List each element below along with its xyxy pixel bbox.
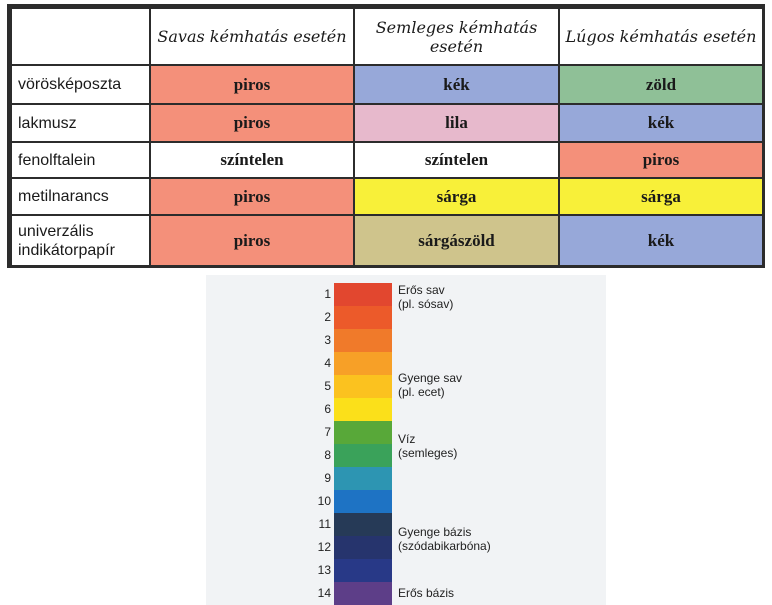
column-header-alkaline: Lúgos kémhatás esetén (559, 8, 763, 65)
ph-number-11: 11 (318, 517, 331, 531)
label-strong-acid-title: Erős sav (398, 283, 445, 297)
ph-number-3: 3 (324, 333, 331, 347)
table-row (11, 104, 763, 142)
cell-phenolphthalein-acidic: színtelen (150, 142, 354, 178)
header-row (11, 8, 763, 65)
row-label-red-cabbage: vörösképoszta (11, 65, 150, 104)
ph-number-1: 1 (324, 287, 331, 301)
row-label-methyl-orange: metilnarancs (11, 178, 150, 215)
ph-number-13: 13 (317, 563, 331, 577)
ph-number-10: 10 (317, 494, 331, 508)
column-header-acidic: Savas kémhatás esetén (150, 8, 354, 65)
cell-universal-acidic: piros (150, 215, 354, 266)
ph-band-9 (334, 467, 392, 490)
cell-methyl-orange-acidic: piros (150, 178, 354, 215)
ph-band-10 (334, 490, 392, 513)
label-weak-acid-title: Gyenge sav (398, 371, 463, 385)
ph-number-14: 14 (317, 586, 331, 600)
indicator-table (10, 7, 764, 267)
ph-band-5 (334, 375, 392, 398)
ph-number-column (311, 283, 331, 605)
ph-band-12 (334, 536, 392, 559)
ph-band-6 (334, 398, 392, 421)
cell-red-cabbage-neutral: kék (354, 65, 559, 104)
cell-litmus-acidic: piros (150, 104, 354, 142)
label-strong-acid-example: (pl. sósav) (398, 297, 454, 311)
ph-number-12: 12 (317, 540, 331, 554)
ph-band-13 (334, 559, 392, 582)
ph-number-6: 6 (324, 402, 331, 416)
ph-number-8: 8 (324, 448, 331, 462)
ph-band-3 (334, 329, 392, 352)
label-weak-base-title: Gyenge bázis (398, 525, 472, 539)
ph-color-bar (334, 283, 392, 605)
cell-red-cabbage-acidic: piros (150, 65, 354, 104)
column-header-neutral: Semleges kémhatás esetén (354, 8, 559, 65)
cell-methyl-orange-alkaline: sárga (559, 178, 763, 215)
cell-litmus-neutral: lila (354, 104, 559, 142)
label-water-note: (semleges) (398, 446, 458, 460)
table-row (11, 215, 763, 266)
label-water (398, 432, 457, 460)
table-row (11, 142, 763, 178)
label-weak-acid-example: (pl. ecet) (398, 385, 445, 399)
cell-phenolphthalein-neutral: színtelen (354, 142, 559, 178)
row-label-litmus: lakmusz (11, 104, 150, 142)
table-row (11, 65, 763, 104)
cell-red-cabbage-alkaline: zöld (559, 65, 763, 104)
ph-band-8 (334, 444, 392, 467)
ph-band-14 (334, 582, 392, 605)
cell-phenolphthalein-alkaline: piros (559, 142, 763, 178)
label-strong-base-title: Erős bázis (398, 586, 455, 600)
header-corner (11, 8, 150, 65)
cell-litmus-alkaline: kék (559, 104, 763, 142)
cell-methyl-orange-neutral: sárga (354, 178, 559, 215)
ph-number-2: 2 (324, 310, 331, 324)
ph-number-9: 9 (324, 471, 331, 485)
label-water-title: Víz (398, 432, 416, 446)
ph-number-5: 5 (324, 379, 331, 393)
cell-universal-alkaline: kék (559, 215, 763, 266)
ph-number-7: 7 (324, 425, 331, 439)
ph-band-4 (334, 352, 392, 375)
row-label-phenolphthalein: fenolftalein (11, 142, 150, 178)
label-weak-acid (398, 371, 462, 399)
label-strong-acid (398, 283, 453, 311)
label-weak-base-example: (szódabikarbóna) (398, 539, 491, 553)
ph-band-7 (334, 421, 392, 444)
ph-band-11 (334, 513, 392, 536)
ph-number-4: 4 (324, 356, 331, 370)
ph-band-2 (334, 306, 392, 329)
indicator-table-frame (7, 4, 765, 268)
ph-band-1 (334, 283, 392, 306)
table-row (11, 178, 763, 215)
ph-scale-panel (206, 275, 606, 605)
row-label-universal-indicator: univerzális indikátorpapír (11, 215, 150, 266)
label-weak-base (398, 525, 491, 553)
cell-universal-neutral: sárgászöld (354, 215, 559, 266)
label-strong-base (398, 586, 454, 600)
